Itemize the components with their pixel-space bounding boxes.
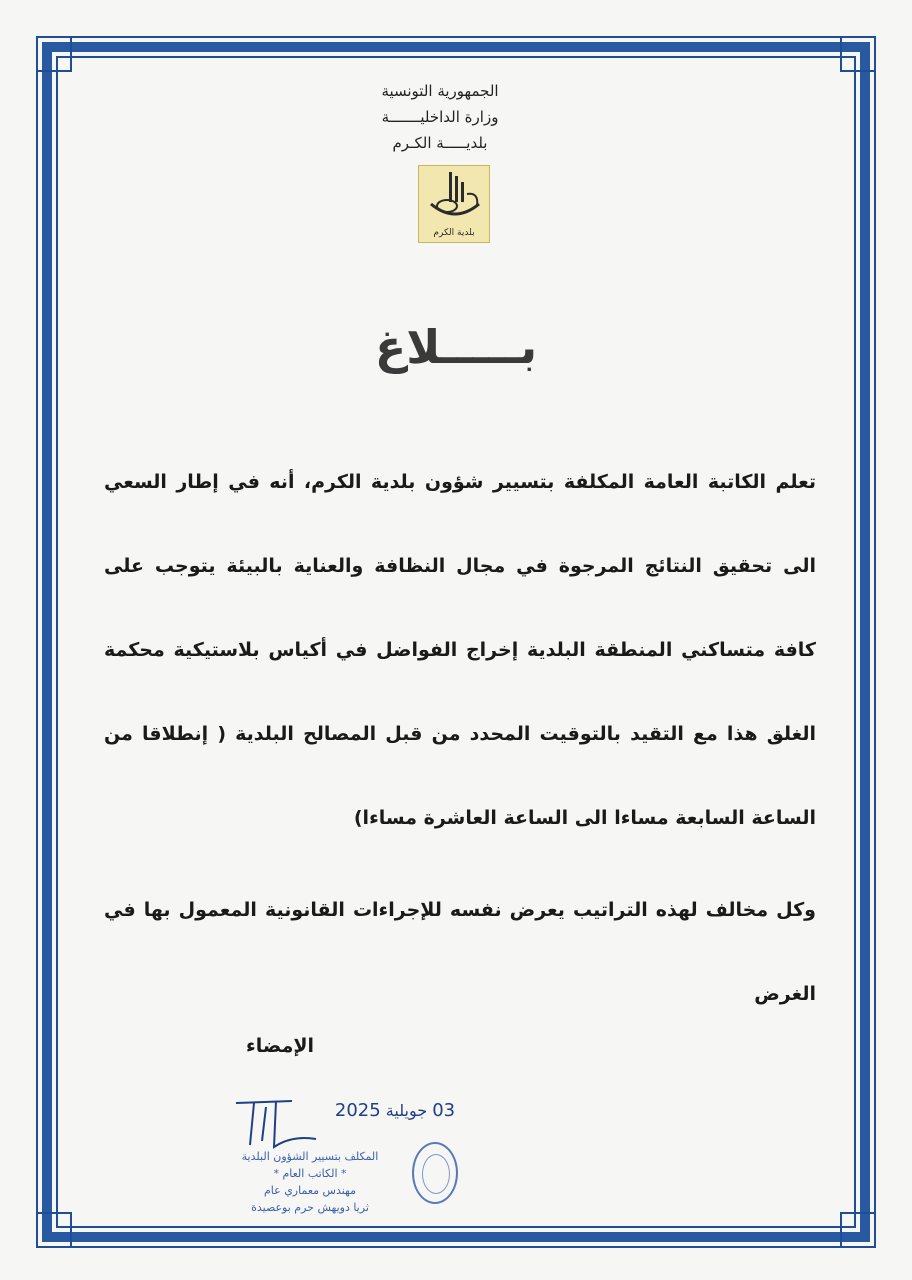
logo-emblem-icon xyxy=(419,166,491,228)
stamp-line: المكلف بتسيير الشؤون البلدية xyxy=(241,1150,379,1163)
announcement-body xyxy=(104,440,816,1036)
border-corner-bottom-left xyxy=(36,1212,72,1248)
header-country: الجمهورية التونسية xyxy=(381,82,499,100)
logo-caption: بلدية الكرم xyxy=(433,228,475,238)
date-month: جويلية xyxy=(385,1101,428,1120)
stamp-line: مهندس معماري عام xyxy=(263,1184,357,1197)
body-paragraph: وكل مخالف لهذه التراتيب يعرض نفسه للإجراءات القانونية المعمول بها في الغرض xyxy=(104,899,816,1005)
date-day: 03 xyxy=(432,1100,456,1121)
handwritten-signature-icon xyxy=(232,1095,322,1155)
seal-inner-ring xyxy=(422,1154,450,1194)
border-corner-bottom-right xyxy=(840,1212,876,1248)
round-seal-icon xyxy=(412,1142,458,1204)
header-ministry: وزارة الداخليـــــــة xyxy=(381,108,499,126)
stamp-line: * الكاتب العام * xyxy=(273,1167,347,1180)
letterhead xyxy=(340,78,540,156)
municipality-logo xyxy=(418,165,490,243)
body-paragraph: تعلم الكاتبة العامة المكلفة بتسيير شؤون بلدية الكرم، أنه في إطار السعي الى تحقيق النتائج المرجوة في مجال النظافة والعناية بالبيئة يتوجب على كافة متساكني المنطقة البلدية إخراج الفواضل في أكياس بلاستيكية محكمة الغلق هذا مع التقيد بالتوقيت المحدد من قبل المصالح البلدية ( إنطلاقا من الساعة السابعة مساءا الى الساعة العاشرة مساءا) xyxy=(104,471,816,829)
signature-date xyxy=(330,1100,460,1121)
signature-label: الإمضاء xyxy=(246,1035,314,1057)
announcement-title: بـــــلاغ xyxy=(374,320,538,374)
border-corner-top-right xyxy=(840,36,876,72)
header-municipality: بلديـــــة الكـرم xyxy=(392,134,488,152)
border-corner-top-left xyxy=(36,36,72,72)
date-year: 2025 xyxy=(334,1100,381,1121)
official-stamp-text xyxy=(210,1148,410,1216)
stamp-line: ثريا دويهش حرم بوعصيدة xyxy=(251,1201,369,1214)
